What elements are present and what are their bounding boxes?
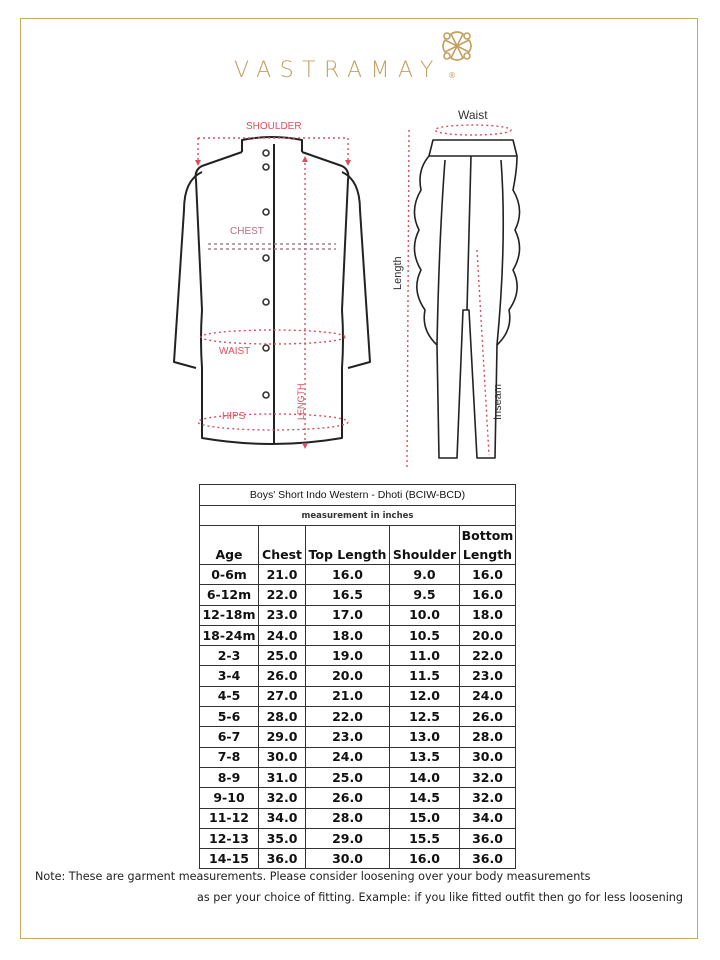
table-row bbox=[200, 727, 516, 747]
length-label: LENGTH bbox=[296, 383, 306, 420]
table-cell: 36.0 bbox=[460, 828, 516, 848]
table-row bbox=[200, 585, 516, 605]
table-cell: 35.0 bbox=[259, 828, 306, 848]
table-cell: 16.5 bbox=[306, 585, 390, 605]
table-cell: 34.0 bbox=[460, 808, 516, 828]
shoulder-label: SHOULDER bbox=[246, 121, 302, 132]
table-cell: 24.0 bbox=[460, 686, 516, 706]
table-cell: 31.0 bbox=[259, 767, 306, 787]
table-cell: 29.0 bbox=[306, 828, 390, 848]
table-title: Boys' Short Indo Western - Dhoti (BCIW-BCD) bbox=[200, 485, 516, 506]
table-cell: 6-12m bbox=[200, 585, 259, 605]
table-cell: 21.0 bbox=[306, 686, 390, 706]
table-row bbox=[200, 646, 516, 666]
table-cell: 0-6m bbox=[200, 565, 259, 585]
table-cell: 25.0 bbox=[259, 646, 306, 666]
table-cell: 30.0 bbox=[259, 747, 306, 767]
waist-label: WAIST bbox=[219, 346, 251, 357]
header-bottom-line2: Length bbox=[462, 547, 513, 562]
dhoti-inseam-label: Inseam bbox=[492, 383, 504, 420]
header-top-length: Top Length bbox=[306, 526, 390, 565]
table-cell: 19.0 bbox=[306, 646, 390, 666]
table-row bbox=[200, 788, 516, 808]
chest-label: CHEST bbox=[230, 226, 264, 237]
header-shoulder: Shoulder bbox=[390, 526, 460, 565]
table-cell: 15.0 bbox=[390, 808, 460, 828]
table-cell: 28.0 bbox=[306, 808, 390, 828]
table-cell: 36.0 bbox=[460, 849, 516, 869]
table-cell: 18.0 bbox=[460, 605, 516, 625]
table-row bbox=[200, 767, 516, 787]
table-cell: 9.0 bbox=[390, 565, 460, 585]
table-row bbox=[200, 565, 516, 585]
table-row bbox=[200, 828, 516, 848]
table-cell: 16.0 bbox=[390, 849, 460, 869]
fit-note bbox=[35, 866, 683, 908]
table-row bbox=[200, 686, 516, 706]
table-cell: 27.0 bbox=[259, 686, 306, 706]
size-chart-table bbox=[199, 484, 516, 869]
table-cell: 28.0 bbox=[259, 707, 306, 727]
table-cell: 6-7 bbox=[200, 727, 259, 747]
table-cell: 30.0 bbox=[460, 747, 516, 767]
table-cell: 10.0 bbox=[390, 605, 460, 625]
table-cell: 9-10 bbox=[200, 788, 259, 808]
table-cell: 7-8 bbox=[200, 747, 259, 767]
table-cell: 16.0 bbox=[460, 565, 516, 585]
table-cell: 26.0 bbox=[306, 788, 390, 808]
table-cell: 26.0 bbox=[259, 666, 306, 686]
table-cell: 24.0 bbox=[259, 625, 306, 645]
table-cell: 28.0 bbox=[460, 727, 516, 747]
table-cell: 32.0 bbox=[460, 788, 516, 808]
table-cell: 12-13 bbox=[200, 828, 259, 848]
table-row bbox=[200, 808, 516, 828]
table-cell: 13.5 bbox=[390, 747, 460, 767]
table-cell: 36.0 bbox=[259, 849, 306, 869]
dhoti-waist-label: Waist bbox=[458, 108, 488, 122]
note-line-2: as per your choice of fitting. Example: if you like fitted outfit then go for less loosening bbox=[197, 891, 683, 904]
table-cell: 30.0 bbox=[306, 849, 390, 869]
registered-mark: ® bbox=[448, 71, 456, 80]
table-cell: 12.0 bbox=[390, 686, 460, 706]
table-cell: 15.5 bbox=[390, 828, 460, 848]
table-cell: 3-4 bbox=[200, 666, 259, 686]
table-row bbox=[200, 707, 516, 727]
header-chest: Chest bbox=[259, 526, 306, 565]
table-cell: 18-24m bbox=[200, 625, 259, 645]
table-cell: 21.0 bbox=[259, 565, 306, 585]
table-cell: 18.0 bbox=[306, 625, 390, 645]
table-cell: 5-6 bbox=[200, 707, 259, 727]
table-cell: 32.0 bbox=[460, 767, 516, 787]
table-cell: 9.5 bbox=[390, 585, 460, 605]
table-cell: 22.0 bbox=[460, 646, 516, 666]
table-cell: 26.0 bbox=[460, 707, 516, 727]
table-row bbox=[200, 625, 516, 645]
table-cell: 23.0 bbox=[306, 727, 390, 747]
table-cell: 22.0 bbox=[306, 707, 390, 727]
table-cell: 24.0 bbox=[306, 747, 390, 767]
table-cell: 34.0 bbox=[259, 808, 306, 828]
table-cell: 12.5 bbox=[390, 707, 460, 727]
table-row bbox=[200, 605, 516, 625]
table-cell: 29.0 bbox=[259, 727, 306, 747]
table-cell: 17.0 bbox=[306, 605, 390, 625]
table-cell: 11.0 bbox=[390, 646, 460, 666]
table-cell: 14.5 bbox=[390, 788, 460, 808]
table-row bbox=[200, 666, 516, 686]
hips-label: HIPS bbox=[222, 411, 246, 422]
table-subtitle: measurement in inches bbox=[200, 506, 516, 526]
table-header-row bbox=[200, 526, 516, 565]
top-garment-diagram bbox=[150, 100, 380, 470]
table-cell: 16.0 bbox=[306, 565, 390, 585]
table-cell: 25.0 bbox=[306, 767, 390, 787]
table-cell: 14.0 bbox=[390, 767, 460, 787]
table-cell: 23.0 bbox=[259, 605, 306, 625]
header-bottom-line1: Bottom bbox=[461, 528, 514, 543]
bottom-garment-diagram bbox=[395, 110, 535, 470]
table-cell: 11-12 bbox=[200, 808, 259, 828]
table-cell: 10.5 bbox=[390, 625, 460, 645]
table-cell: 20.0 bbox=[306, 666, 390, 686]
note-line-1: Note: These are garment measurements. Please consider loosening over your body measurements bbox=[35, 870, 591, 883]
table-row bbox=[200, 747, 516, 767]
table-cell: 2-3 bbox=[200, 646, 259, 666]
table-cell: 11.5 bbox=[390, 666, 460, 686]
table-cell: 8-9 bbox=[200, 767, 259, 787]
table-cell: 14-15 bbox=[200, 849, 259, 869]
header-bottom-length bbox=[460, 526, 516, 565]
brand-name: VASTRAMAY bbox=[234, 58, 442, 83]
table-cell: 4-5 bbox=[200, 686, 259, 706]
table-cell: 16.0 bbox=[460, 585, 516, 605]
table-cell: 32.0 bbox=[259, 788, 306, 808]
table-cell: 20.0 bbox=[460, 625, 516, 645]
brand-logo-icon bbox=[437, 26, 477, 66]
table-cell: 13.0 bbox=[390, 727, 460, 747]
table-cell: 12-18m bbox=[200, 605, 259, 625]
dhoti-length-label: Length bbox=[392, 256, 404, 290]
header-age: Age bbox=[200, 526, 259, 565]
table-cell: 22.0 bbox=[259, 585, 306, 605]
table-cell: 23.0 bbox=[460, 666, 516, 686]
